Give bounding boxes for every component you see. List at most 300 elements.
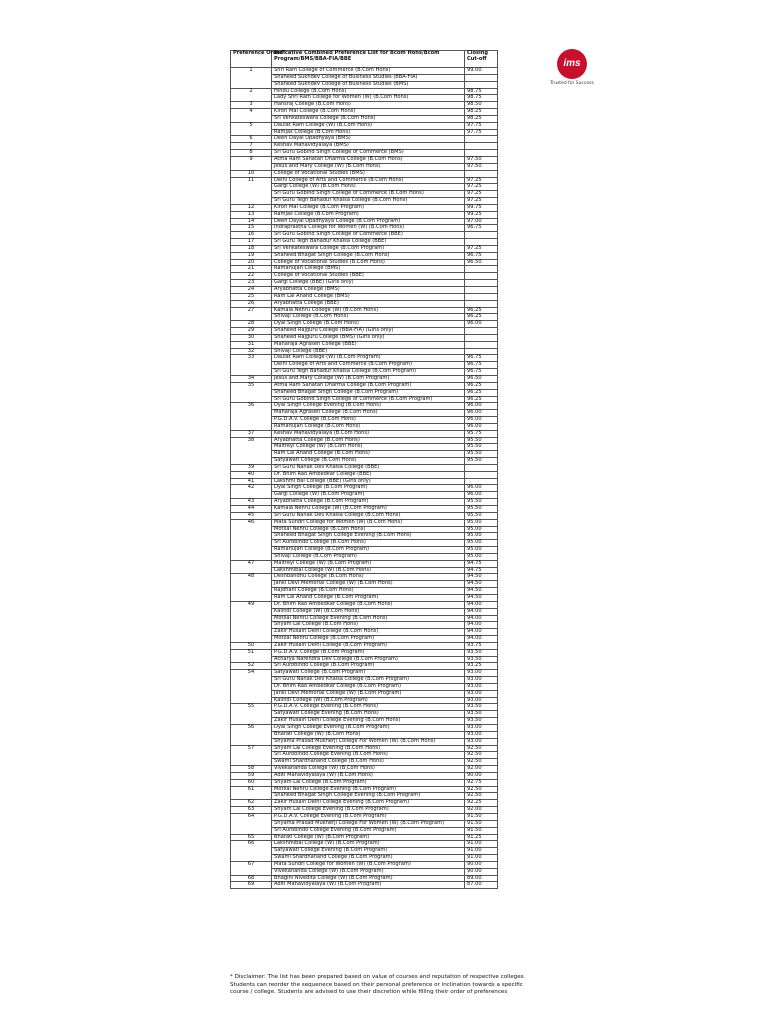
preference-order-cell: 63 xyxy=(231,807,272,814)
table-row xyxy=(231,198,498,205)
preference-order-cell: 5 xyxy=(231,122,272,136)
college-course-cell: Sri Venkateswara College (B.Com Program) xyxy=(272,245,465,252)
preference-order-cell: 32 xyxy=(231,348,272,355)
college-course-cell: Lakshmi Bai College (BBE) (Girls only) xyxy=(272,478,465,485)
table-row xyxy=(231,437,498,444)
table-header-row xyxy=(231,51,498,68)
preference-order-cell: 23 xyxy=(231,280,272,287)
preference-order-cell: 40 xyxy=(231,471,272,478)
college-course-cell: Shaheed Sukhdev College of Business Studies (BBA-FIA) xyxy=(272,74,465,81)
college-course-cell: Aryabhatta College (BMS) xyxy=(272,287,465,294)
table-row xyxy=(231,410,498,417)
college-course-cell: Maitreyi College (W) (B.Com Hons) xyxy=(272,444,465,451)
preference-order-cell: 38 xyxy=(231,437,272,464)
preference-order-cell: 37 xyxy=(231,430,272,437)
college-course-cell: Bhagini Nivedita College (W) (B.Com Program) xyxy=(272,875,465,882)
college-course-cell: Satyawati College Evening (B.Com Hons) xyxy=(272,711,465,718)
college-course-cell: Shivaji College (BBE) xyxy=(272,348,465,355)
table-row xyxy=(231,293,498,300)
college-course-cell: Shyam Lal College (B.Com Program) xyxy=(272,779,465,786)
cutoff-cell xyxy=(465,273,498,280)
college-course-cell: Zakir Husain Delhi College (B.Com Hons) xyxy=(272,629,465,636)
college-course-cell: Maharaja Agrasen College (BBE) xyxy=(272,341,465,348)
college-course-cell: Daulat Ram College (W) (B.Com Hons) xyxy=(272,122,465,129)
cutoff-cell: 94.75 xyxy=(465,560,498,567)
preference-order-cell: 6 xyxy=(231,136,272,143)
college-course-cell: Delhi College of Arts and Commerce (B.Com Hons) xyxy=(272,177,465,184)
table-row xyxy=(231,485,498,492)
cutoff-cell: 98.75 xyxy=(465,95,498,102)
college-course-cell: Sri Guru Gobind Singh College of Commerce (B.Com Hons) xyxy=(272,191,465,198)
preference-order-cell: 21 xyxy=(231,266,272,273)
cutoff-cell: 97.00 xyxy=(465,218,498,225)
cutoff-cell xyxy=(465,300,498,307)
college-course-cell: Keshav Mahavidyalaya (B.Com Hons) xyxy=(272,430,465,437)
preference-order-cell: 3 xyxy=(231,102,272,109)
preference-order-cell: 7 xyxy=(231,143,272,150)
preference-order-cell: 17 xyxy=(231,239,272,246)
college-course-cell: Shyama Prasad Mukherji College For Women (W) (B.Com Hons) xyxy=(272,738,465,745)
cutoff-cell: 91.00 xyxy=(465,848,498,855)
table-row xyxy=(231,287,498,294)
college-course-cell: Sri Aurobindo College Evening (B.Com Program) xyxy=(272,827,465,834)
preference-order-cell: 29 xyxy=(231,328,272,335)
cutoff-cell: 95.00 xyxy=(465,553,498,560)
college-course-cell: Ramjas College (B.Com Hons) xyxy=(272,129,465,136)
table-row xyxy=(231,615,498,622)
college-course-cell: Motilal Nehru College Evening (B.Com Hons) xyxy=(272,615,465,622)
cutoff-cell: 94.75 xyxy=(465,567,498,574)
cutoff-cell xyxy=(465,81,498,88)
preference-order-cell: 19 xyxy=(231,252,272,259)
cutoff-cell xyxy=(465,74,498,81)
cutoff-cell: 95.50 xyxy=(465,506,498,513)
preference-order-cell: 30 xyxy=(231,334,272,341)
college-course-cell: Swami Shardhanand College (B.Com Program) xyxy=(272,855,465,862)
college-course-cell: Gargi College (W) (B.Com Program) xyxy=(272,492,465,499)
college-course-cell: Satyawati College (B.Com Hons) xyxy=(272,458,465,465)
column-header-colleges: Indicative Combined Preference List for Bcom Hons/Bcom Program/BMS/BBA-FIA/BBE xyxy=(272,51,465,68)
college-course-cell: Mata Sundri College for Women (W) (B.Com Hons) xyxy=(272,519,465,526)
cutoff-cell: 93.50 xyxy=(465,656,498,663)
cutoff-cell: 92.50 xyxy=(465,786,498,793)
college-course-cell: Hindu College (B.Com Hons) xyxy=(272,88,465,95)
preference-order-cell: 68 xyxy=(231,875,272,882)
college-course-cell: Motilal Nehru College (B.Com Program) xyxy=(272,636,465,643)
cutoff-cell: 97.25 xyxy=(465,177,498,184)
preference-list-document xyxy=(230,50,498,889)
college-course-cell: Deen Dayal Upadhyaya (BMS) xyxy=(272,136,465,143)
cutoff-cell: 95.00 xyxy=(465,519,498,526)
preference-order-cell: 28 xyxy=(231,321,272,328)
college-course-cell: Sri Aurobindo College Evening (B.Com Hons) xyxy=(272,752,465,759)
college-course-cell: Dyal Singh College Evening (B.Com Hons) xyxy=(272,403,465,410)
preference-order-cell: 56 xyxy=(231,725,272,746)
preference-order-cell: 43 xyxy=(231,499,272,506)
cutoff-cell: 94.50 xyxy=(465,594,498,601)
college-course-cell: P.G.D.A.V. College (B.Com Program) xyxy=(272,649,465,656)
cutoff-cell: 99.75 xyxy=(465,204,498,211)
table-row xyxy=(231,341,498,348)
preference-order-cell: 33 xyxy=(231,355,272,376)
cutoff-cell: 92.00 xyxy=(465,807,498,814)
cutoff-cell: 98.25 xyxy=(465,109,498,116)
cutoff-cell: 93.00 xyxy=(465,738,498,745)
cutoff-cell: 93.00 xyxy=(465,690,498,697)
cutoff-cell: 92.50 xyxy=(465,793,498,800)
preference-order-cell: 15 xyxy=(231,225,272,232)
cutoff-cell: 92.00 xyxy=(465,766,498,773)
cutoff-cell: 94.50 xyxy=(465,574,498,581)
preference-order-cell: 44 xyxy=(231,506,272,513)
college-course-cell: Sri Venkateswara College (B.Com Hons) xyxy=(272,115,465,122)
preference-order-cell: 54 xyxy=(231,670,272,704)
table-row xyxy=(231,136,498,143)
cutoff-cell: 95.00 xyxy=(465,540,498,547)
preference-order-cell: 10 xyxy=(231,170,272,177)
cutoff-cell xyxy=(465,328,498,335)
college-course-cell: Dyal Singh College Evening (B.Com Program) xyxy=(272,725,465,732)
preference-order-cell: 36 xyxy=(231,403,272,430)
preference-order-cell: 2 xyxy=(231,88,272,102)
table-row xyxy=(231,129,498,136)
college-course-cell: Sri Guru Nanak Dev Khalsa College (BBE) xyxy=(272,464,465,471)
cutoff-cell: 93.00 xyxy=(465,683,498,690)
college-course-cell: Janki Devi Memorial College (W) (B.Com Program) xyxy=(272,690,465,697)
college-course-cell: P.G.D.A.V. College Evening (B.Com Hons) xyxy=(272,704,465,711)
college-course-cell: Shyama Prasad Mukherji College For Women (W) (B.Com Program) xyxy=(272,820,465,827)
table-body xyxy=(231,68,498,889)
college-course-cell: Sri Guru Tegh Bahadur Khalsa College (B.Com Hons) xyxy=(272,198,465,205)
preference-order-cell: 69 xyxy=(231,882,272,889)
cutoff-cell: 97.75 xyxy=(465,129,498,136)
college-course-cell: Sri Guru Gobind Singh College of Commerce (BBE) xyxy=(272,232,465,239)
preference-order-cell: 13 xyxy=(231,211,272,218)
cutoff-cell: 96.75 xyxy=(465,362,498,369)
college-course-cell: Shaheed Bhagat Singh College Evening (B.Com Hons) xyxy=(272,533,465,540)
preference-table xyxy=(230,50,498,889)
preference-order-cell: 65 xyxy=(231,834,272,841)
cutoff-cell: 95.50 xyxy=(465,458,498,465)
cutoff-cell: 90.00 xyxy=(465,772,498,779)
college-course-cell: Dyal Singh College (B.Com Hons) xyxy=(272,321,465,328)
preference-order-cell: 16 xyxy=(231,232,272,239)
college-course-cell: Jesus and Mary College (W) (B.Com Hons) xyxy=(272,163,465,170)
cutoff-cell: 95.00 xyxy=(465,547,498,554)
college-course-cell: Aryabhatta College (B.Com Hons) xyxy=(272,437,465,444)
preference-order-cell: 42 xyxy=(231,485,272,499)
table-row xyxy=(231,273,498,280)
table-row xyxy=(231,314,498,321)
college-course-cell: Keshav Mahavidyalaya (BMS) xyxy=(272,143,465,150)
cutoff-cell: 90.00 xyxy=(465,868,498,875)
table-row xyxy=(231,451,498,458)
cutoff-cell: 96.50 xyxy=(465,375,498,382)
college-course-cell: Ramanujan College (B.Com Program) xyxy=(272,547,465,554)
preference-order-cell: 22 xyxy=(231,273,272,280)
table-row xyxy=(231,827,498,834)
college-course-cell: Satyawati College (B.Com Program) xyxy=(272,670,465,677)
cutoff-cell: 92.50 xyxy=(465,759,498,766)
preference-order-cell: 50 xyxy=(231,642,272,649)
table-row xyxy=(231,725,498,732)
college-course-cell: Atma Ram Sanatan Dharma College (B.Com Hons) xyxy=(272,156,465,163)
cutoff-cell: 95.50 xyxy=(465,451,498,458)
cutoff-cell xyxy=(465,266,498,273)
table-row xyxy=(231,519,498,526)
college-course-cell: Bharati College (W) (B.Com Program) xyxy=(272,834,465,841)
cutoff-cell xyxy=(465,143,498,150)
college-course-cell: Zakir Husain Delhi College (B.Com Program) xyxy=(272,642,465,649)
preference-order-cell: 67 xyxy=(231,861,272,875)
ims-logo xyxy=(542,49,602,99)
preference-order-cell: 51 xyxy=(231,649,272,663)
college-course-cell: Kalindi College (W) (B.Com Program) xyxy=(272,697,465,704)
college-course-cell: Zakir Husain Delhi College Evening (B.Com Program) xyxy=(272,800,465,807)
preference-order-cell: 18 xyxy=(231,245,272,252)
cutoff-cell: 93.00 xyxy=(465,697,498,704)
college-course-cell: College of Vocational Studies (B.Com Hons) xyxy=(272,259,465,266)
cutoff-cell: 95.00 xyxy=(465,526,498,533)
cutoff-cell xyxy=(465,287,498,294)
college-course-cell: Lady Shri Ram College for Women (W) (B.Com Hons) xyxy=(272,95,465,102)
preference-order-cell: 47 xyxy=(231,560,272,574)
cutoff-cell: 95.50 xyxy=(465,499,498,506)
college-course-cell: Shivaji College (B.Com Hons) xyxy=(272,314,465,321)
cutoff-cell: 92.25 xyxy=(465,800,498,807)
table-row xyxy=(231,430,498,437)
cutoff-cell: 92.50 xyxy=(465,752,498,759)
college-course-cell: Sri Guru Gobind Singh College of Commerce (B.Com Program) xyxy=(272,396,465,403)
cutoff-cell: 96.00 xyxy=(465,492,498,499)
table-row xyxy=(231,259,498,266)
college-course-cell: Sri Guru Tegh Bahadur Khalsa College (BBE) xyxy=(272,239,465,246)
preference-order-cell: 41 xyxy=(231,478,272,485)
preference-order-cell: 58 xyxy=(231,766,272,773)
preference-order-cell: 45 xyxy=(231,512,272,519)
college-course-cell: College of Vocational Studies (BMS) xyxy=(272,170,465,177)
table-row xyxy=(231,567,498,574)
table-row xyxy=(231,547,498,554)
table-row xyxy=(231,102,498,109)
college-course-cell: Shri Ram College of Commerce (B.Com Hons) xyxy=(272,68,465,75)
column-header-cutoff: Closing Cut-off xyxy=(465,51,498,68)
college-course-cell: Shyam Lal College Evening (B.Com Hons) xyxy=(272,745,465,752)
college-course-cell: Sri Guru Nanak Dev Khalsa College (B.Com Program) xyxy=(272,677,465,684)
cutoff-cell xyxy=(465,136,498,143)
cutoff-cell: 96.25 xyxy=(465,389,498,396)
preference-order-cell: 49 xyxy=(231,601,272,642)
cutoff-cell: 96.00 xyxy=(465,417,498,424)
college-course-cell: Kamala Nehru College (W) (B.Com Hons) xyxy=(272,307,465,314)
cutoff-cell: 96.75 xyxy=(465,225,498,232)
college-course-cell: Ramanujan College (B.Com Hons) xyxy=(272,423,465,430)
college-course-cell: Deen Dayal Upadhyaya College (B.Com Program) xyxy=(272,218,465,225)
preference-order-cell: 20 xyxy=(231,259,272,266)
college-course-cell: Deshbandhu College (B.Com Hons) xyxy=(272,574,465,581)
preference-order-cell: 11 xyxy=(231,177,272,204)
college-course-cell: Dr. Bhim Rao Ambedkar College (B.Com Program) xyxy=(272,683,465,690)
college-course-cell: Dr. Bhim Rao Ambedkar College (B.Com Hons) xyxy=(272,601,465,608)
college-course-cell: Motilal Nehru College (B.Com Hons) xyxy=(272,526,465,533)
college-course-cell: College of Vocational Studies (BBE) xyxy=(272,273,465,280)
college-course-cell: Shivaji College (B.Com Program) xyxy=(272,553,465,560)
cutoff-cell: 95.50 xyxy=(465,512,498,519)
college-course-cell: Swami Shardhanand College (B.Com Hons) xyxy=(272,759,465,766)
cutoff-cell: 90.00 xyxy=(465,861,498,868)
cutoff-cell: 91.00 xyxy=(465,841,498,848)
preference-order-cell: 12 xyxy=(231,204,272,211)
cutoff-cell: 96.75 xyxy=(465,369,498,376)
college-course-cell: Bharati College (W) (B.Com Hons) xyxy=(272,731,465,738)
college-course-cell: Shaheed Bhagat Singh College (B.Com Hons) xyxy=(272,252,465,259)
preference-order-cell: 66 xyxy=(231,841,272,862)
table-row xyxy=(231,581,498,588)
college-course-cell: Shaheed Rajguru College (BMS) (Girls only) xyxy=(272,334,465,341)
cutoff-cell: 96.50 xyxy=(465,259,498,266)
cutoff-cell: 94.50 xyxy=(465,581,498,588)
cutoff-cell: 97.25 xyxy=(465,245,498,252)
table-row xyxy=(231,204,498,211)
college-course-cell: P.G.D.A.V. College (B.Com Hons) xyxy=(272,417,465,424)
cutoff-cell: 87.00 xyxy=(465,882,498,889)
college-course-cell: Dr. Bhim Rao Ambedkar College (BBE) xyxy=(272,471,465,478)
table-row xyxy=(231,81,498,88)
college-course-cell: Kalindi College (W) (B.Com Hons) xyxy=(272,608,465,615)
table-row xyxy=(231,177,498,184)
college-course-cell: Ramjas College (B.Com Program) xyxy=(272,211,465,218)
cutoff-cell: 95.00 xyxy=(465,533,498,540)
cutoff-cell: 93.00 xyxy=(465,677,498,684)
college-course-cell: Shyam Lal College (B.Com Hons) xyxy=(272,622,465,629)
preference-order-cell: 62 xyxy=(231,800,272,807)
cutoff-cell: 92.50 xyxy=(465,745,498,752)
preference-order-cell: 48 xyxy=(231,574,272,601)
cutoff-cell xyxy=(465,280,498,287)
cutoff-cell: 98.50 xyxy=(465,102,498,109)
college-course-cell: Aryabhatta College (B.Com Program) xyxy=(272,499,465,506)
college-course-cell: Shaheed Rajguru College (BBA-FIA) (Girls only) xyxy=(272,328,465,335)
column-header-order: Preference Order* xyxy=(231,51,272,68)
cutoff-cell: 99.25 xyxy=(465,211,498,218)
cutoff-cell: 97.50 xyxy=(465,156,498,163)
preference-order-cell: 64 xyxy=(231,813,272,834)
preference-order-cell: 46 xyxy=(231,519,272,560)
college-course-cell: Ram Lal Anand College (BMS) xyxy=(272,293,465,300)
cutoff-cell: 93.00 xyxy=(465,731,498,738)
cutoff-cell: 98.25 xyxy=(465,115,498,122)
preference-order-cell: 1 xyxy=(231,68,272,89)
cutoff-cell: 91.50 xyxy=(465,813,498,820)
college-course-cell: Dyal Singh College (B.Com Program) xyxy=(272,485,465,492)
table-row xyxy=(231,882,498,889)
college-course-cell: Hansraj College (B.Com Hons) xyxy=(272,102,465,109)
cutoff-cell: 96.25 xyxy=(465,382,498,389)
cutoff-cell: 97.25 xyxy=(465,184,498,191)
cutoff-cell: 93.75 xyxy=(465,642,498,649)
college-course-cell: Kamala Nehru College (W) (B.Com Program) xyxy=(272,506,465,513)
preference-order-cell: 14 xyxy=(231,218,272,225)
cutoff-cell: 97.25 xyxy=(465,198,498,205)
college-course-cell: Maitreyi College (W) (B.Com Program) xyxy=(272,560,465,567)
college-course-cell: Ramanujan College (BMS) xyxy=(272,266,465,273)
preference-order-cell: 9 xyxy=(231,156,272,170)
college-course-cell: Daulat Ram College (W) (B.Com Program) xyxy=(272,355,465,362)
disclaimer-text: * Disclaimer: The list has been prepared based on value of courses and reputation of respective colleges. Students can reorder the sequenece based on their personal preference or inclination towards a specific course / college. Students are advised to use their discretion while filling their order of preferences xyxy=(230,974,526,995)
college-course-cell: Shaheed Sukhdev College of Business Studies (BMS) xyxy=(272,81,465,88)
cutoff-cell: 93.25 xyxy=(465,663,498,670)
college-course-cell: Janki Devi Memorial College (W) (B.Com Hons) xyxy=(272,581,465,588)
college-course-cell: Motilal Nehru College Evening (B.Com Program) xyxy=(272,786,465,793)
preference-order-cell: 60 xyxy=(231,779,272,786)
cutoff-cell: 94.00 xyxy=(465,622,498,629)
preference-order-cell: 8 xyxy=(231,150,272,157)
cutoff-cell xyxy=(465,334,498,341)
college-course-cell: Satyawati College Evening (B.Com Program) xyxy=(272,848,465,855)
table-row xyxy=(231,307,498,314)
cutoff-cell: 96.25 xyxy=(465,396,498,403)
preference-order-cell: 4 xyxy=(231,109,272,123)
cutoff-cell: 96.75 xyxy=(465,252,498,259)
cutoff-cell: 91.50 xyxy=(465,827,498,834)
college-course-cell: Indraprastha College for Women (W) (B.Com Hons) xyxy=(272,225,465,232)
cutoff-cell: 96.00 xyxy=(465,485,498,492)
cutoff-cell: 98.75 xyxy=(465,88,498,95)
cutoff-cell: 94.00 xyxy=(465,636,498,643)
cutoff-cell: 96.75 xyxy=(465,355,498,362)
cutoff-cell xyxy=(465,464,498,471)
college-course-cell: Lakshmibai College (W) (B.Com Program) xyxy=(272,841,465,848)
table-row xyxy=(231,601,498,608)
college-course-cell: Acharya Narendra Dev College (B.Com Program) xyxy=(272,656,465,663)
college-course-cell: Lakshmibai College (W) (B.Com Hons) xyxy=(272,567,465,574)
college-course-cell: Ram Lal Anand College (B.Com Program) xyxy=(272,594,465,601)
cutoff-cell: 91.00 xyxy=(465,855,498,862)
cutoff-cell: 95.50 xyxy=(465,444,498,451)
cutoff-cell: 97.75 xyxy=(465,122,498,129)
table-row xyxy=(231,334,498,341)
preference-order-cell: 31 xyxy=(231,341,272,348)
college-course-cell: Kirori Mal College (B.Com Hons) xyxy=(272,109,465,116)
college-course-cell: Sri Aurobindo College (B.Com Program) xyxy=(272,663,465,670)
cutoff-cell: 91.25 xyxy=(465,834,498,841)
preference-order-cell: 35 xyxy=(231,382,272,403)
college-course-cell: Aditi Mahavidyalaya (W) (B.Com Hons) xyxy=(272,772,465,779)
cutoff-cell: 94.00 xyxy=(465,601,498,608)
table-row xyxy=(231,608,498,615)
table-row xyxy=(231,389,498,396)
preference-order-cell: 55 xyxy=(231,704,272,725)
preference-order-cell: 59 xyxy=(231,772,272,779)
table-row xyxy=(231,738,498,745)
preference-order-cell: 24 xyxy=(231,287,272,294)
preference-order-cell: 39 xyxy=(231,464,272,471)
table-row xyxy=(231,417,498,424)
table-row xyxy=(231,122,498,129)
cutoff-cell: 89.00 xyxy=(465,875,498,882)
cutoff-cell: 93.00 xyxy=(465,725,498,732)
cutoff-cell: 95.75 xyxy=(465,430,498,437)
college-course-cell: Mata Sundri College for Women (W) (B.Com Program) xyxy=(272,861,465,868)
cutoff-cell: 93.50 xyxy=(465,711,498,718)
college-course-cell: Jesus and Mary College (W) (B.Com Program) xyxy=(272,375,465,382)
cutoff-cell: 96.25 xyxy=(465,307,498,314)
college-course-cell: Aditi Mahavidyalaya (W) (B.Com Program) xyxy=(272,882,465,889)
cutoff-cell: 93.00 xyxy=(465,670,498,677)
cutoff-cell: 92.75 xyxy=(465,779,498,786)
college-course-cell: Sri Guru Nanak Dev Khalsa College (B.Com Hons) xyxy=(272,512,465,519)
cutoff-cell xyxy=(465,170,498,177)
